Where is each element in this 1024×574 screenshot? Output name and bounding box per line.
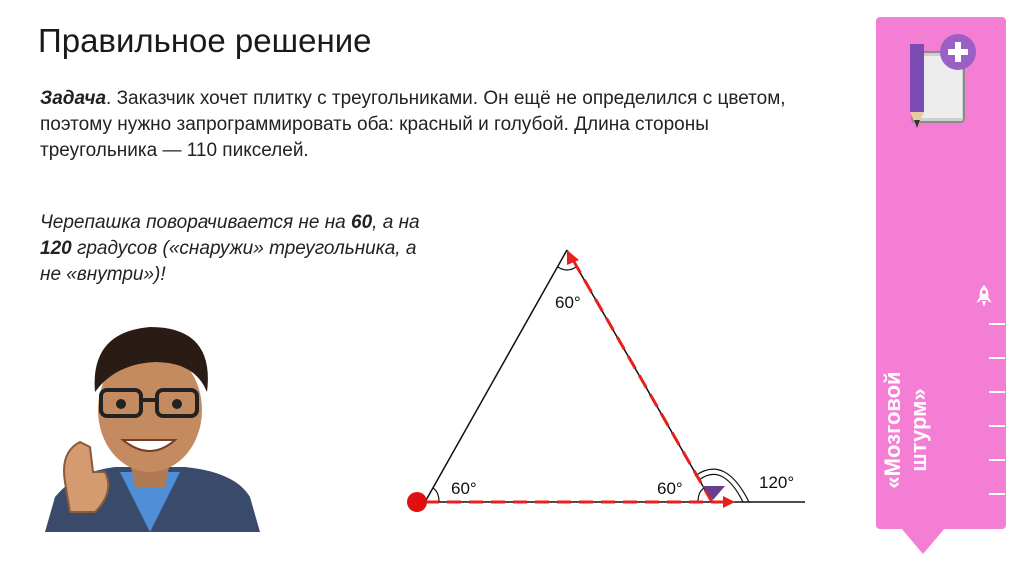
note-number: 120 [40, 238, 72, 259]
start-point [407, 492, 427, 512]
turtle-note [40, 210, 440, 288]
angle-label-top: 60° [555, 293, 581, 312]
pencil-notebook-icon [898, 30, 978, 130]
brainstorm-label [880, 350, 950, 510]
note-part: , а на [372, 212, 420, 233]
arrowhead [723, 496, 735, 508]
ruler-ticks [975, 300, 1005, 510]
page-title: Правильное решение [38, 22, 372, 59]
panel-pointer [901, 528, 945, 554]
triangle-diagram [395, 240, 815, 530]
task-text [40, 86, 800, 164]
task-lead: Задача [40, 88, 107, 109]
cartoon-avatar [35, 322, 267, 532]
note-part: Черепашка поворачивается не на [40, 212, 352, 233]
label-line: «Мозговой [880, 371, 905, 489]
task-body: . Заказчик хочет плитку с треугольниками. Он ещё не определился с цветом, поэтому нужно запрограммировать оба: красный и голубой. Длина стороны треугольника — 110 пикселей. [40, 88, 786, 161]
angle-label-right: 60° [657, 479, 683, 498]
label-line: штурм» [906, 388, 931, 472]
note-number: 60 [351, 212, 373, 233]
angle-label-outer: 120° [759, 473, 795, 492]
note-part: градусов («снаружи» треугольника, а не «внутри»)! [40, 238, 417, 285]
angle-label-left: 60° [451, 479, 477, 498]
